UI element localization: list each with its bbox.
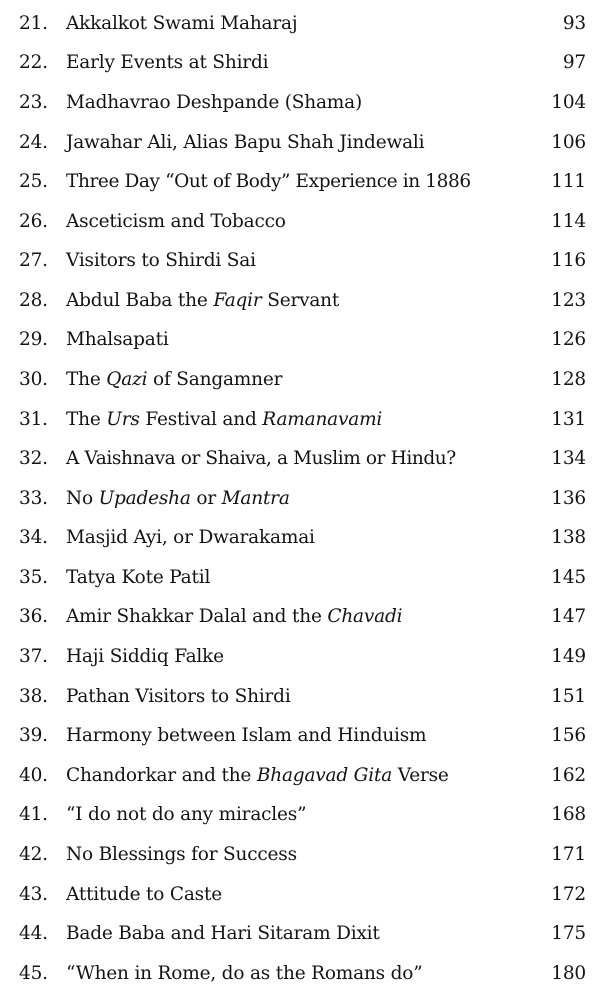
toc-entry: [0, 286, 600, 316]
page-number: 93: [562, 13, 586, 34]
chapter-number: 30.: [19, 369, 48, 390]
page-number: 104: [551, 92, 586, 113]
chapter-number: 45.: [19, 963, 48, 984]
toc-entry: [0, 88, 600, 118]
chapter-title: Mhalsapati: [66, 329, 169, 350]
toc-entry: [0, 880, 600, 910]
chapter-number: 31.: [19, 409, 48, 430]
page-number: 97: [562, 52, 586, 73]
chapter-title: Harmony between Islam and Hinduism: [66, 725, 427, 746]
toc-entry: [0, 405, 600, 435]
page-number: 126: [551, 329, 586, 350]
page-number: 145: [551, 567, 586, 588]
page-number: 180: [551, 963, 586, 984]
chapter-number: 42.: [19, 844, 48, 865]
chapter-title: Asceticism and Tobacco: [66, 211, 286, 232]
page-number: 168: [551, 804, 586, 825]
toc-entry: [0, 761, 600, 791]
chapter-number: 21.: [19, 13, 48, 34]
chapter-number: 43.: [19, 884, 48, 905]
toc-entry: [0, 444, 600, 474]
toc-entry: [0, 919, 600, 949]
chapter-number: 41.: [19, 804, 48, 825]
toc-entry: [0, 682, 600, 712]
chapter-title: Pathan Visitors to Shirdi: [66, 686, 291, 707]
chapter-number: 36.: [19, 606, 48, 627]
chapter-number: 38.: [19, 686, 48, 707]
chapter-number: 28.: [19, 290, 48, 311]
chapter-number: 25.: [19, 171, 48, 192]
toc-entry: [0, 9, 600, 39]
chapter-number: 24.: [19, 132, 48, 153]
chapter-number: 29.: [19, 329, 48, 350]
page-number: 156: [551, 725, 586, 746]
page-number: 147: [551, 606, 586, 627]
chapter-number: 26.: [19, 211, 48, 232]
page-number: 138: [551, 527, 586, 548]
chapter-title: Three Day “Out of Body” Experience in 1886: [66, 171, 471, 192]
chapter-title: Visitors to Shirdi Sai: [66, 250, 256, 271]
chapter-title: Akkalkot Swami Maharaj: [66, 13, 298, 34]
page-number: 114: [551, 211, 586, 232]
page-number: 151: [551, 686, 586, 707]
chapter-title: “I do not do any miracles”: [66, 804, 307, 825]
chapter-number: 39.: [19, 725, 48, 746]
chapter-number: 44.: [19, 923, 48, 944]
chapter-number: 32.: [19, 448, 48, 469]
page-number: 172: [551, 884, 586, 905]
page-number: 136: [551, 488, 586, 509]
toc-entry: [0, 484, 600, 514]
page-number: 116: [551, 250, 586, 271]
page-number: 149: [551, 646, 586, 667]
toc-entry: [0, 365, 600, 395]
toc-entry: [0, 246, 600, 276]
toc-entry: [0, 48, 600, 78]
chapter-number: 27.: [19, 250, 48, 271]
page-number: 123: [551, 290, 586, 311]
page-number: 111: [551, 171, 586, 192]
page-number: 106: [551, 132, 586, 153]
chapter-title: Madhavrao Deshpande (Shama): [66, 92, 362, 113]
toc-entry: [0, 523, 600, 553]
toc-entry: [0, 840, 600, 870]
toc-entry: [0, 602, 600, 632]
chapter-number: 22.: [19, 52, 48, 73]
page-number: 171: [551, 844, 586, 865]
chapter-title: No Upadesha or Mantra: [66, 488, 290, 509]
chapter-title: Masjid Ayi, or Dwarakamai: [66, 527, 315, 548]
toc-entry: [0, 207, 600, 237]
page-number: 128: [551, 369, 586, 390]
chapter-number: 23.: [19, 92, 48, 113]
chapter-title: Attitude to Caste: [66, 884, 222, 905]
toc-entry: [0, 959, 600, 989]
toc-entry: [0, 167, 600, 197]
chapter-title: Jawahar Ali, Alias Bapu Shah Jindewali: [66, 132, 425, 153]
chapter-number: 33.: [19, 488, 48, 509]
chapter-title: Chandorkar and the Bhagavad Gita Verse: [66, 765, 449, 786]
toc-entry: [0, 128, 600, 158]
chapter-title: Amir Shakkar Dalal and the Chavadi: [66, 606, 403, 627]
chapter-title: A Vaishnava or Shaiva, a Muslim or Hindu?: [66, 448, 456, 469]
chapter-title: Tatya Kote Patil: [66, 567, 211, 588]
chapter-title: “When in Rome, do as the Romans do”: [66, 963, 423, 984]
chapter-title: Abdul Baba the Faqir Servant: [66, 290, 340, 311]
toc-entry: [0, 563, 600, 593]
chapter-number: 35.: [19, 567, 48, 588]
page-number: 162: [551, 765, 586, 786]
page-number: 175: [551, 923, 586, 944]
chapter-title: Early Events at Shirdi: [66, 52, 269, 73]
toc-entry: [0, 800, 600, 830]
chapter-title: The Qazi of Sangamner: [66, 369, 283, 390]
page-number: 134: [551, 448, 586, 469]
chapter-number: 40.: [19, 765, 48, 786]
toc-entry: [0, 642, 600, 672]
chapter-title: Bade Baba and Hari Sitaram Dixit: [66, 923, 380, 944]
chapter-title: The Urs Festival and Ramanavami: [66, 409, 383, 430]
chapter-number: 37.: [19, 646, 48, 667]
page-number: 131: [551, 409, 586, 430]
chapter-title: No Blessings for Success: [66, 844, 297, 865]
chapter-title: Haji Siddiq Falke: [66, 646, 224, 667]
toc-entry: [0, 721, 600, 751]
toc-entry: [0, 325, 600, 355]
chapter-number: 34.: [19, 527, 48, 548]
